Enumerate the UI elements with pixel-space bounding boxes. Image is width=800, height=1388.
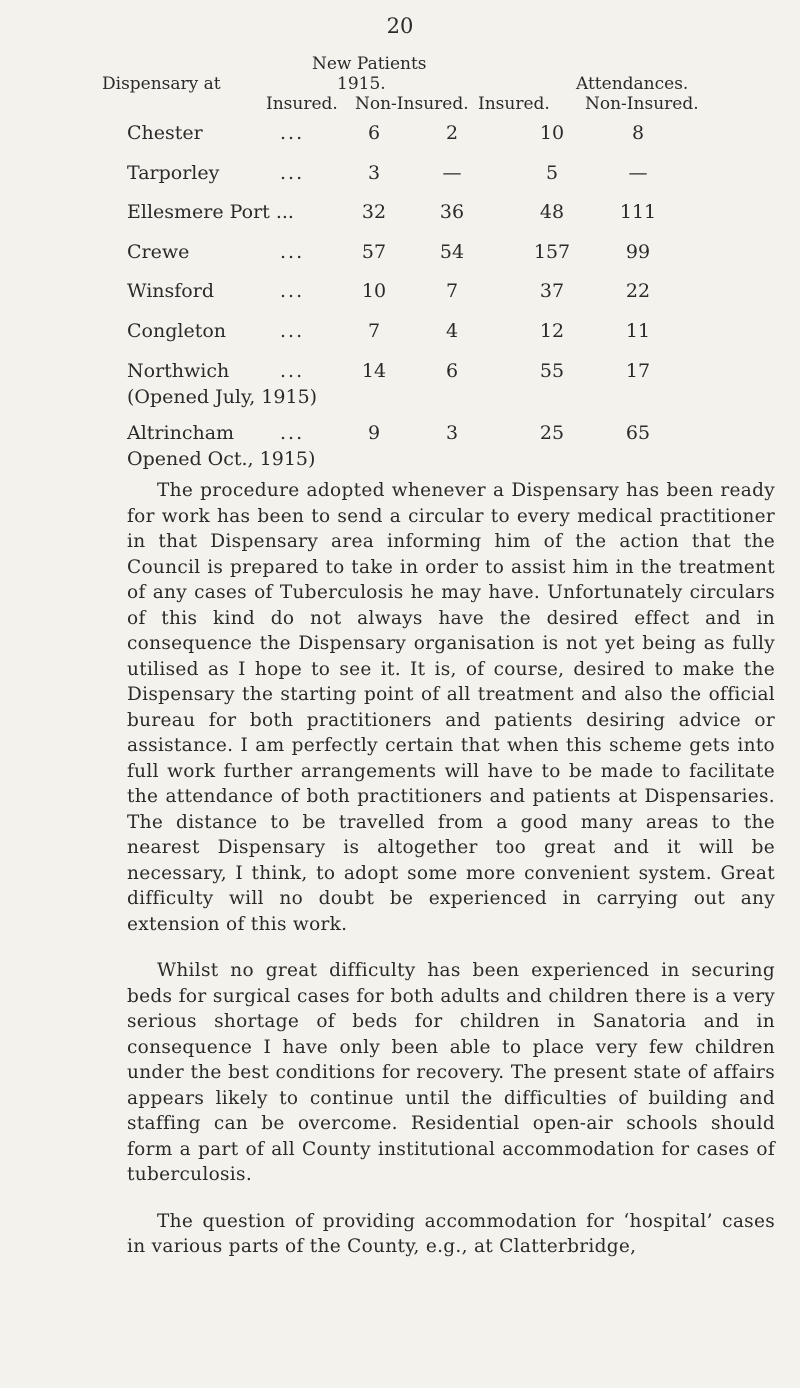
new-insured-cell: 57 xyxy=(361,241,387,263)
dispensary-name: Winsford xyxy=(127,280,214,302)
header-year: 1915. xyxy=(337,74,386,94)
dispensary-name: Tarporley xyxy=(127,162,220,184)
new-non-insured-cell: 7 xyxy=(445,280,459,302)
dispensary-name: Northwich xyxy=(127,360,230,382)
paragraph-procedure: The procedure adopted whenever a Dispensary has been ready for work has been to send a circular to every medical practitioner in that Dispensary area informing him of the action that the Council is prepared to take in order to assist him in the treatment of any cases of Tuberculosis he may have. Unfortunately circulars of this kind do not always have the desired effect and in consequence the Dispensary organisation is not yet being as fully utilised as I hope to see it. It is, of course, desired to make the Dispensary the starting point of all treatment and also the official bureau for both practitioners and patients desiring advice or assistance. I am perfectly certain that when this scheme gets into full work further arrangements will have to be made to facilitate the attendance of both practitioners and patients at Dispensaries. The distance to be travelled from a good many areas to the nearest Dispensary is altogether too great and it will be necessary, I think, to adopt some more convenient system. Great difficulty will no doubt be experienced in carrying out any extension of this work. xyxy=(127,480,775,935)
new-non-insured-cell: 36 xyxy=(439,201,465,223)
header-att-insured: Insured. xyxy=(478,94,550,114)
dispensary-name: Chester xyxy=(127,122,203,144)
new-insured-cell: 32 xyxy=(361,201,387,223)
attend-insured-cell: 25 xyxy=(539,422,565,444)
attend-non-insured-cell: — xyxy=(628,162,648,184)
leader-dots: ... xyxy=(280,320,305,342)
table-row xyxy=(0,280,800,310)
new-insured-cell: 3 xyxy=(367,162,381,184)
leader-dots: ... xyxy=(280,422,305,444)
attend-insured-cell: 5 xyxy=(545,162,559,184)
opening-note: Opened Oct., 1915) xyxy=(127,448,316,470)
page-number: 20 xyxy=(386,14,414,38)
attend-non-insured-cell: 17 xyxy=(625,360,651,382)
leader-dots: ... xyxy=(280,241,305,263)
new-non-insured-cell: 2 xyxy=(445,122,459,144)
new-non-insured-cell: 3 xyxy=(445,422,459,444)
attend-non-insured-cell: 99 xyxy=(625,241,651,263)
attend-non-insured-cell: 22 xyxy=(625,280,651,302)
report-body xyxy=(127,478,775,1281)
header-new-patients: New Patients xyxy=(312,54,427,74)
attend-non-insured-cell: 65 xyxy=(625,422,651,444)
paragraph-beds: Whilst no great difficulty has been experienced in securing beds for surgical cases for both adults and children there is a very serious shortage of beds for children in Sanatoria and in consequence I have only been able to place very few children under the best conditions for recovery. The present state of affairs appears likely to continue until the difficulties of building and staffing can be overcome. Residential open-air schools should form a part of all County institutional accommodation for cases of tuberculosis. xyxy=(127,960,775,1185)
leader-dots: ... xyxy=(280,280,305,302)
opening-note: (Opened July, 1915) xyxy=(127,386,318,408)
attend-insured-cell: 157 xyxy=(533,241,571,263)
attend-insured-cell: 37 xyxy=(539,280,565,302)
new-insured-cell: 9 xyxy=(367,422,381,444)
leader-dots: ... xyxy=(280,360,305,382)
new-non-insured-cell: 4 xyxy=(445,320,459,342)
table-row xyxy=(0,422,800,470)
attend-insured-cell: 48 xyxy=(539,201,565,223)
table-row xyxy=(0,201,800,231)
dispensary-name: Congleton xyxy=(127,320,227,342)
new-insured-cell: 14 xyxy=(361,360,387,382)
header-np-insured: Insured. xyxy=(266,94,338,114)
table-row xyxy=(0,122,800,152)
dispensary-name: Altrincham xyxy=(127,422,235,444)
new-non-insured-cell: — xyxy=(442,162,462,184)
header-np-non-insured: Non-Insured. xyxy=(355,94,469,114)
attend-non-insured-cell: 8 xyxy=(631,122,645,144)
new-non-insured-cell: 6 xyxy=(445,360,459,382)
leader-dots: ... xyxy=(280,162,305,184)
attend-insured-cell: 12 xyxy=(539,320,565,342)
dispensary-name: Ellesmere Port ... xyxy=(127,201,294,223)
new-insured-cell: 7 xyxy=(367,320,381,342)
table-row xyxy=(0,360,800,408)
table-row xyxy=(0,241,800,271)
attend-non-insured-cell: 111 xyxy=(619,201,657,223)
attend-insured-cell: 55 xyxy=(539,360,565,382)
header-attendances: Attendances. xyxy=(576,74,689,94)
new-non-insured-cell: 54 xyxy=(439,241,465,263)
table-row xyxy=(0,320,800,350)
attend-insured-cell: 10 xyxy=(539,122,565,144)
dispensary-name: Crewe xyxy=(127,241,190,263)
new-insured-cell: 10 xyxy=(361,280,387,302)
attend-non-insured-cell: 11 xyxy=(625,320,651,342)
header-att-non-insured: Non-Insured. xyxy=(585,94,699,114)
new-insured-cell: 6 xyxy=(367,122,381,144)
table-row xyxy=(0,162,800,192)
leader-dots: ... xyxy=(280,122,305,144)
paragraph-hospital-cases: The question of providing accommodation for ‘hospital’ cases in various parts of the County, e.g., at Clatterbridge, xyxy=(127,1210,775,1257)
header-dispensary-at: Dispensary at xyxy=(102,74,221,94)
